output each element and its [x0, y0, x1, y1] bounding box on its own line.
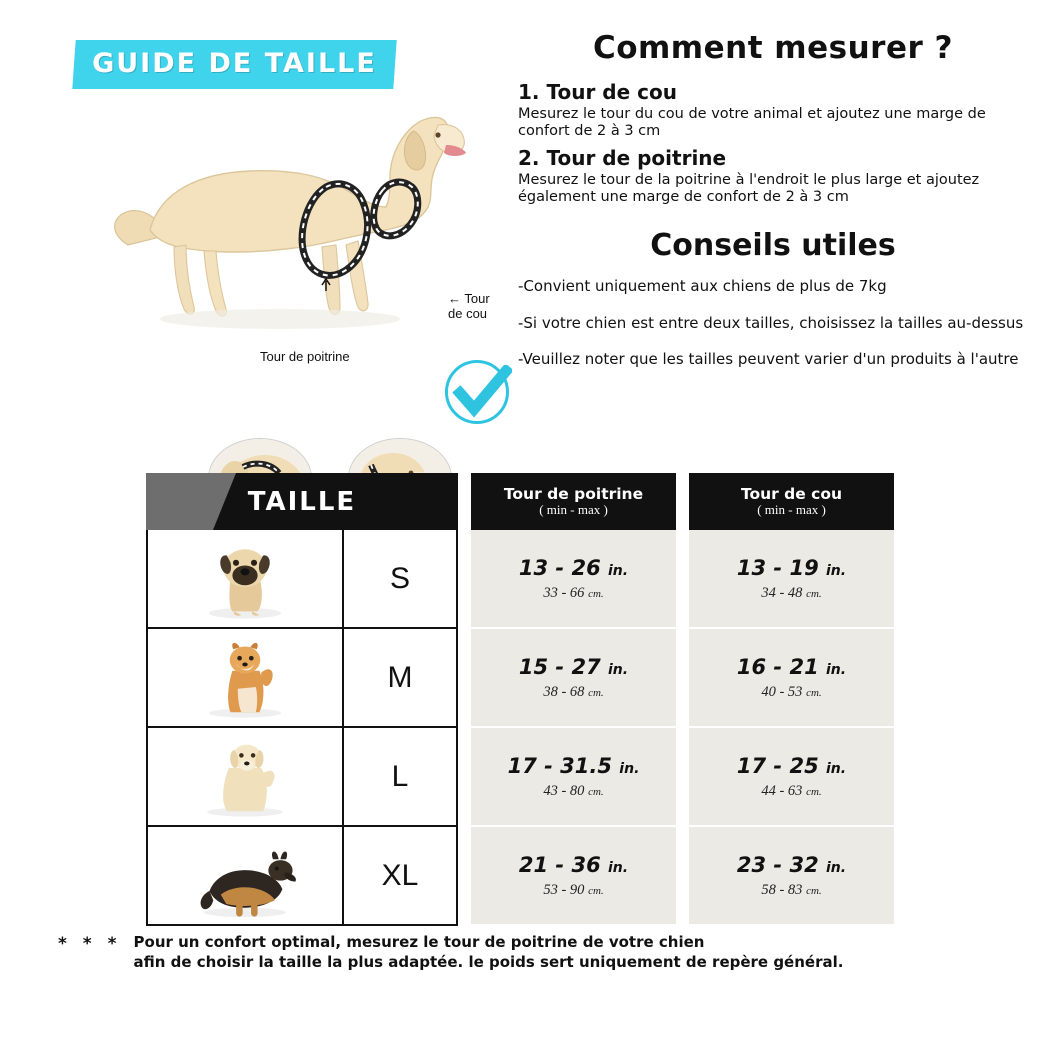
footnote-line-2: afin de choisir la taille la plus adaptée. le poids sert uniquement de repère général. — [133, 953, 844, 972]
chest-cell-m — [471, 629, 676, 728]
footnote-line-1: Pour un confort optimal, mesurez le tour de poitrine de votre chien — [133, 933, 705, 951]
unit-in: in. — [826, 562, 847, 579]
neck-cm-l: 44 - 63 — [761, 782, 803, 799]
unit-cm: cm. — [806, 884, 822, 897]
unit-in: in. — [608, 859, 629, 876]
unit-cm: cm. — [806, 587, 822, 600]
chest-inches-s: 13 - 26 — [518, 555, 601, 580]
step-1-heading: 1. Tour de cou — [518, 80, 677, 104]
step-2-heading: 2. Tour de poitrine — [518, 146, 727, 171]
unit-cm: cm. — [588, 785, 604, 798]
unit-in: in. — [608, 661, 629, 678]
check-icon — [452, 365, 512, 421]
chest-column-header — [471, 473, 676, 530]
neck-cell-xl — [689, 827, 894, 926]
neck-inches-xl: 23 - 32 — [736, 852, 819, 877]
size-column — [146, 473, 458, 926]
size-label-l: L — [344, 728, 456, 825]
neck-measure-label: ← Tour de cou — [448, 291, 490, 321]
header-slant-decoration — [146, 473, 236, 530]
unit-in: in. — [826, 859, 847, 876]
how-to-measure-title: Comment mesurer ? — [592, 30, 954, 66]
dog-photo-labrador — [90, 95, 470, 355]
neck-column-header — [689, 473, 894, 530]
chest-header-sub: ( min - max ) — [539, 501, 608, 517]
neck-column — [689, 473, 894, 926]
size-chart-table — [146, 473, 894, 926]
table-row — [146, 827, 458, 926]
neck-cell-l — [689, 728, 894, 827]
dog-photo-shiba-inu — [148, 629, 344, 726]
unit-in: in. — [826, 760, 847, 777]
instructions-column — [518, 30, 1028, 386]
unit-in: in. — [619, 760, 640, 777]
chest-cm-xl: 53 - 90 — [543, 881, 585, 898]
neck-inches-l: 17 - 25 — [736, 753, 819, 778]
unit-cm: cm. — [588, 686, 604, 699]
chest-inches-m: 15 - 27 — [518, 654, 601, 679]
step-2-body: Mesurez le tour de la poitrine à l'endroit le plus large et ajoutez également une marge de confort de 2 à 3 cm — [518, 172, 980, 206]
table-header-taille — [146, 473, 458, 530]
neck-inches-m: 16 - 21 — [736, 654, 819, 679]
chest-column — [471, 473, 676, 926]
table-row — [146, 728, 458, 827]
neck-cell-m — [689, 629, 894, 728]
table-header-taille-label: TAILLE — [247, 486, 357, 517]
chest-measure-label: Tour de poitrine — [260, 349, 350, 364]
neck-cm-s: 34 - 48 — [761, 584, 803, 601]
neck-header-title: Tour de cou — [740, 484, 843, 503]
unit-in: in. — [826, 661, 847, 678]
table-row — [146, 530, 458, 629]
chest-cm-m: 38 - 68 — [543, 683, 585, 700]
tip-item: -Convient uniquement aux chiens de plus de 7kg — [518, 277, 887, 296]
neck-cell-s — [689, 530, 894, 629]
guide-title-text: GUIDE DE TAILLE — [92, 48, 377, 79]
unit-cm: cm. — [806, 785, 822, 798]
tips-title: Conseils utiles — [650, 228, 896, 264]
chest-cell-xl — [471, 827, 676, 926]
chest-cm-l: 43 - 80 — [543, 782, 585, 799]
neck-cm-xl: 58 - 83 — [761, 881, 803, 898]
unit-cm: cm. — [806, 686, 822, 699]
tip-item: -Veuillez noter que les tailles peuvent varier d'un produits à l'autre — [518, 350, 1019, 369]
size-label-m: M — [344, 629, 456, 726]
chest-header-title: Tour de poitrine — [503, 484, 644, 503]
tip-item: -Si votre chien est entre deux tailles, choisissez la tailles au-dessus — [518, 313, 1024, 332]
step-2 — [518, 146, 1028, 206]
dog-photo-labrador — [148, 728, 344, 825]
table-row — [146, 629, 458, 728]
neck-cm-m: 40 - 53 — [761, 683, 803, 700]
measurements-columns — [471, 473, 894, 926]
chest-cell-l — [471, 728, 676, 827]
chest-inches-l: 17 - 31.5 — [507, 753, 612, 778]
dog-photo-german-shepherd — [148, 827, 344, 924]
footnote — [58, 932, 998, 973]
unit-in: in. — [608, 562, 629, 579]
step-1 — [518, 80, 1028, 140]
unit-cm: cm. — [588, 587, 604, 600]
step-1-body: Mesurez le tour du cou de votre animal et ajoutez une marge de confort de 2 à 3 cm — [518, 106, 986, 140]
chest-inches-xl: 21 - 36 — [518, 852, 601, 877]
unit-cm: cm. — [588, 884, 604, 897]
measurement-illustration — [60, 75, 490, 455]
neck-inches-s: 13 - 19 — [736, 555, 819, 580]
footnote-stars: * * * — [58, 934, 122, 954]
chest-cm-s: 33 - 66 — [543, 584, 585, 601]
dog-photo-pug — [148, 530, 344, 627]
size-label-xl: XL — [344, 827, 456, 924]
neck-header-sub: ( min - max ) — [757, 501, 826, 517]
size-label-s: S — [344, 530, 456, 627]
chest-cell-s — [471, 530, 676, 629]
